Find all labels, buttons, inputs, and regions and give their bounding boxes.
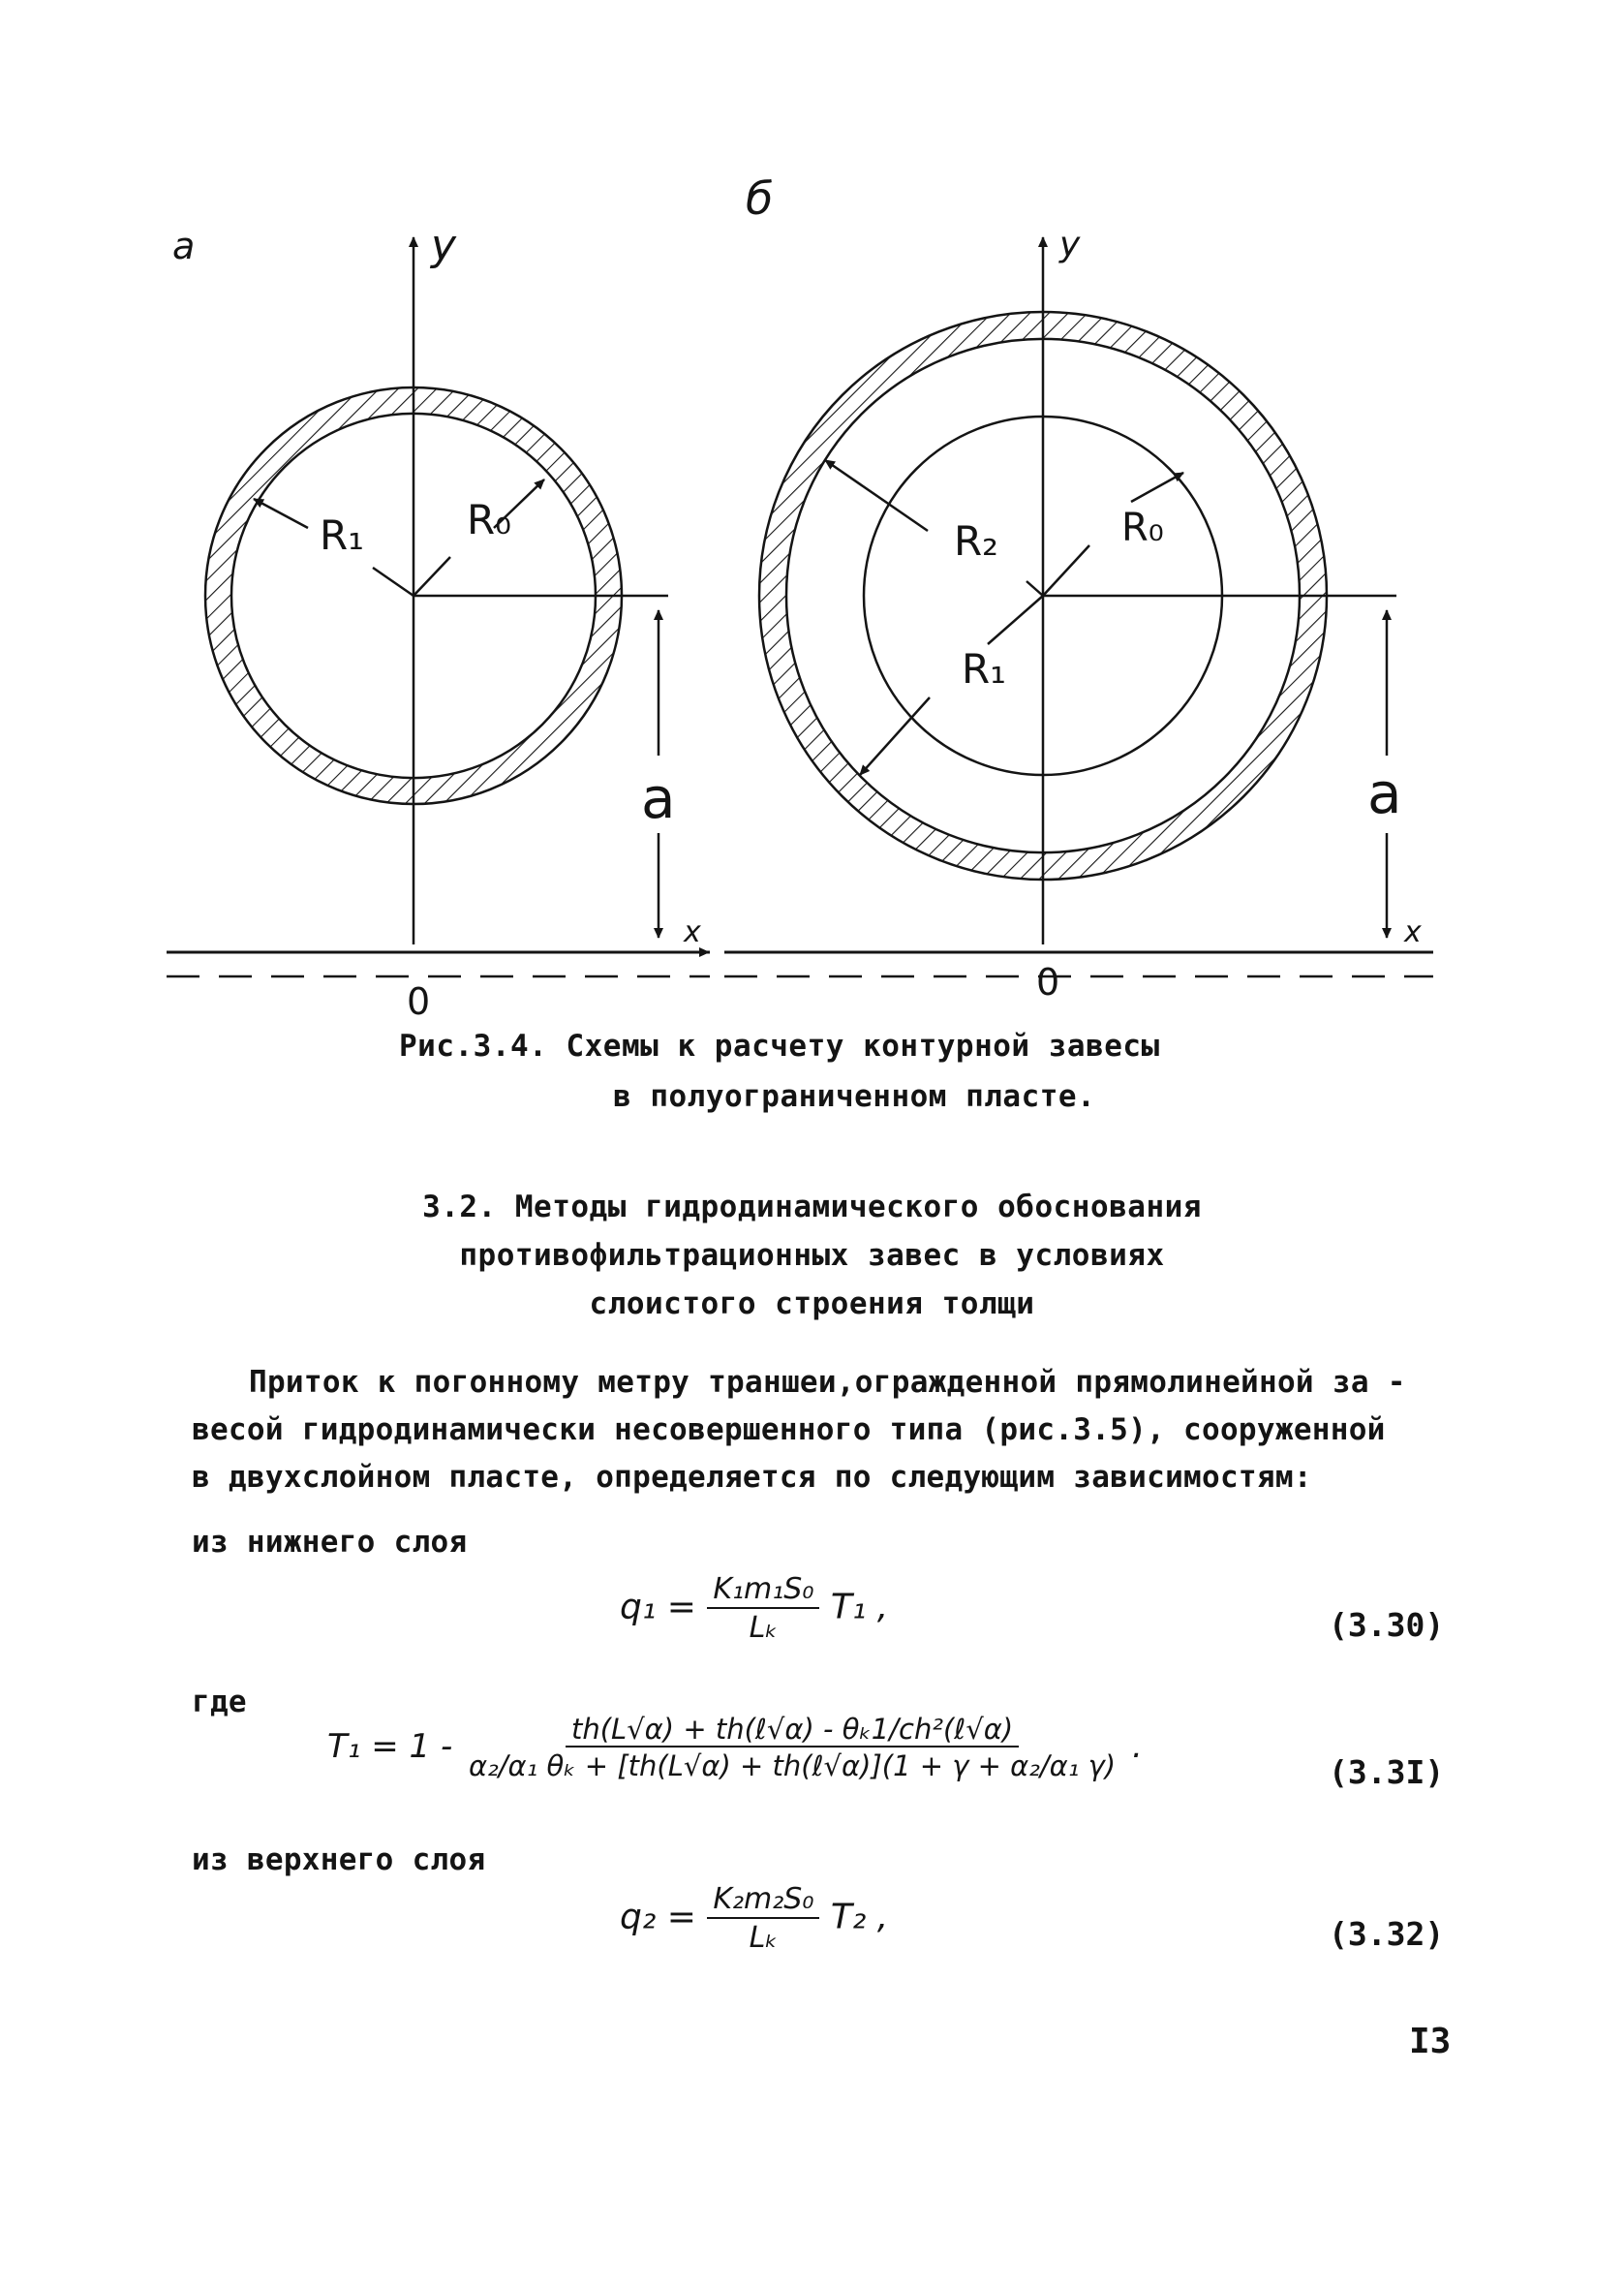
panel-b-dim-a-label: a: [1367, 760, 1402, 826]
panel-b-r1-line: [988, 596, 1043, 644]
panel-a-label: а: [172, 225, 196, 267]
eq31-end: .: [1131, 1726, 1143, 1766]
panel-b-r2-label: R₂: [954, 517, 999, 565]
eq32-rhs: T₂ ,: [830, 1897, 889, 1937]
section-heading-line2: противофильтрационных завес в условиях: [459, 1238, 1165, 1273]
equation-3-30: [620, 1574, 888, 1643]
eq32-numerator: K₂m₂S₀: [707, 1884, 819, 1919]
panel-b-r2-line: [1026, 581, 1043, 596]
eq30-lhs: q₁ =: [620, 1587, 696, 1627]
section-heading-line3: слоистого строения толщи: [589, 1286, 1035, 1321]
eq30-rhs: T₁ ,: [830, 1587, 889, 1627]
panel-a-dim-a-label: a: [641, 765, 676, 831]
panel-a-y-label: y: [431, 221, 457, 270]
section-heading-line1: 3.2. Методы гидродинамического обоснования: [422, 1190, 1202, 1224]
equation-3-31: [327, 1715, 1143, 1781]
eq30-denominator: Lₖ: [749, 1610, 779, 1645]
eq31-lhs: T₁ = 1 -: [327, 1726, 453, 1766]
equation-3-32: [620, 1884, 888, 1953]
equation-number-3-31: (3.3I): [1329, 1753, 1445, 1791]
from-lower-layer: из нижнего слоя: [192, 1525, 468, 1560]
from-upper-layer: из верхнего слоя: [192, 1842, 486, 1877]
panel-b-diagram: [724, 237, 1433, 976]
eq30-numerator: K₁m₁S₀: [707, 1574, 819, 1609]
panel-b-x-label: x: [1404, 915, 1422, 949]
eq32-denominator: Lₖ: [749, 1920, 779, 1955]
panel-a-x-label: x: [684, 915, 701, 949]
panel-a-r1-label: R₁: [320, 511, 365, 559]
panel-b-origin: 0: [1036, 961, 1060, 1004]
panel-a-r0-label: R₀: [467, 496, 512, 543]
panel-a-r0-line: [414, 557, 450, 596]
eq31-numerator: th(L√α) + th(ℓ√α) - θₖ1/ch²(ℓ√α): [566, 1715, 1019, 1748]
paragraph-line3: в двухслойном пласте, определяется по следующим зависимостям:: [192, 1460, 1312, 1495]
panel-a-diagram: [167, 237, 710, 976]
paragraph-line1: Приток к погонному метру траншеи,огражденной прямолинейной за -: [249, 1365, 1406, 1400]
panel-b-r0-line: [1043, 545, 1089, 596]
panel-b-r0-label: R₀: [1121, 506, 1164, 550]
figure-caption-line2: в полуограниченном пласте.: [613, 1079, 1096, 1114]
equation-number-3-32: (3.32): [1329, 1915, 1445, 1953]
panel-b-label: б: [746, 172, 774, 225]
eq32-lhs: q₂ =: [620, 1897, 696, 1937]
page-number: I3: [1409, 2022, 1452, 2061]
panel-a-r1-line: [373, 568, 414, 596]
eq31-denominator: α₂/α₁ θₖ + [th(L√α) + th(ℓ√α)](1 + γ + α₂/α₁ γ): [469, 1749, 1117, 1783]
where-label: где: [192, 1685, 247, 1719]
panel-a-origin: 0: [407, 980, 431, 1023]
paragraph-line2: весой гидродинамически несовершенного типа (рис.3.5), сооруженной: [192, 1412, 1386, 1447]
equation-number-3-30: (3.30): [1329, 1606, 1445, 1644]
figure-caption-line1: Рис.3.4. Схемы к расчету контурной завесы: [399, 1029, 1160, 1064]
figure-3-4: [0, 0, 1624, 1046]
panel-b-y-label: y: [1059, 225, 1081, 264]
panel-b-r1-label: R₁: [962, 645, 1007, 693]
